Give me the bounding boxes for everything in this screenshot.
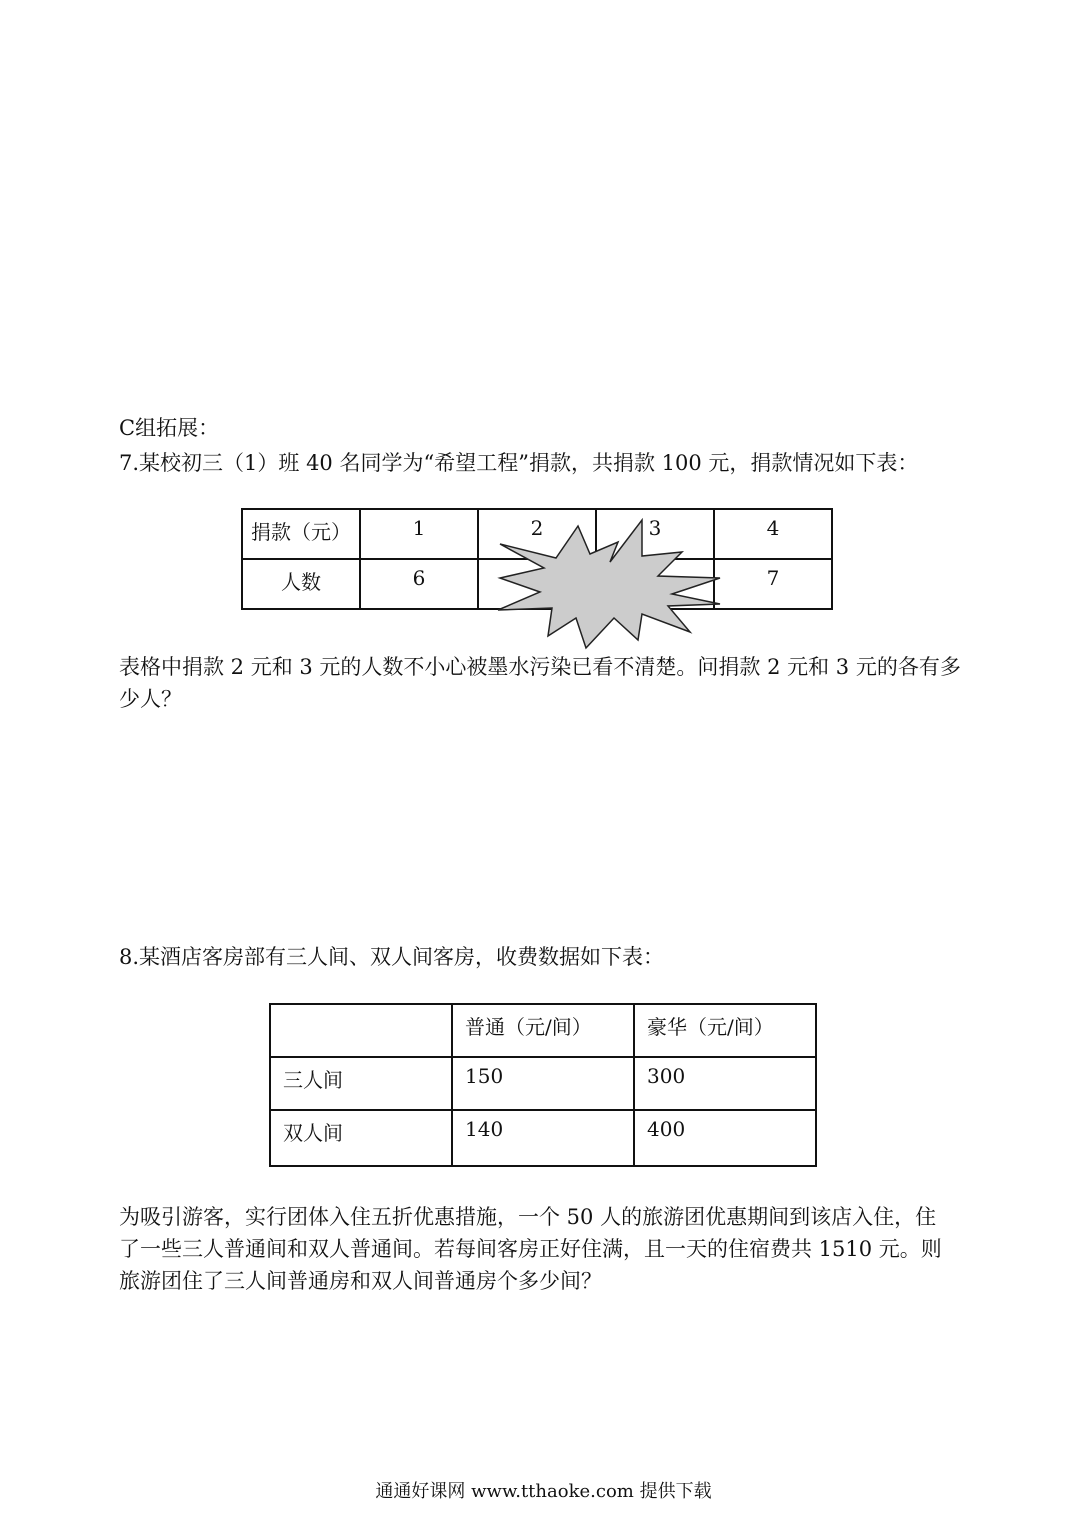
table-cell: 普通（元/间） (452, 1004, 634, 1057)
table-cell: 3 (596, 509, 714, 559)
table-row (270, 1004, 816, 1057)
table-cell: 三人间 (270, 1057, 452, 1110)
table-cell: 2 (478, 509, 596, 559)
question-8-line-1: 为吸引游客，实行团体入住五折优惠措施，一个 50 人的旅游团优惠期间到该店入住，住 (119, 1205, 937, 1229)
table-cell: 人数 (242, 559, 360, 609)
table-cell: 7 (714, 559, 832, 609)
table-cell: 140 (452, 1110, 634, 1166)
question-8-line-2: 了一些三人普通间和双人普通间。若每间客房正好住满，且一天的住宿费共 1510 元。则 (119, 1237, 942, 1261)
room-rate-table (269, 1003, 817, 1167)
table-row (270, 1110, 816, 1166)
table-cell: 400 (634, 1110, 816, 1166)
question-7-stem: 7.某校初三（1）班 40 名同学为“希望工程”捐款，共捐款 100 元，捐款情况如下表： (119, 451, 919, 475)
table-cell: 捐款（元） (242, 509, 360, 559)
table-cell: 6 (360, 559, 478, 609)
question-7-line-2: 少人？ (119, 687, 182, 711)
table-cell: 1 (360, 509, 478, 559)
question-8-stem: 8.某酒店客房部有三人间、双人间客房，收费数据如下表： (119, 945, 665, 969)
table-cell: 150 (452, 1057, 634, 1110)
section-heading: C组拓展： (119, 416, 220, 440)
ink-stain-shape (492, 518, 732, 650)
question-8-line-3: 旅游团住了三人间普通房和双人间普通房个多少间？ (119, 1269, 602, 1293)
table-cell: 300 (634, 1057, 816, 1110)
table-row (270, 1057, 816, 1110)
table-cell: 4 (714, 509, 832, 559)
question-7-line-1: 表格中捐款 2 元和 3 元的人数不小心被墨水污染已看不清楚。问捐款 2 元和 3 元的各有多 (119, 655, 961, 679)
table-cell (270, 1004, 452, 1057)
page-footer: 通通好课网 www.tthaoke.com 提供下载 (375, 1481, 712, 1502)
table-cell: 豪华（元/间） (634, 1004, 816, 1057)
table-cell: 双人间 (270, 1110, 452, 1166)
